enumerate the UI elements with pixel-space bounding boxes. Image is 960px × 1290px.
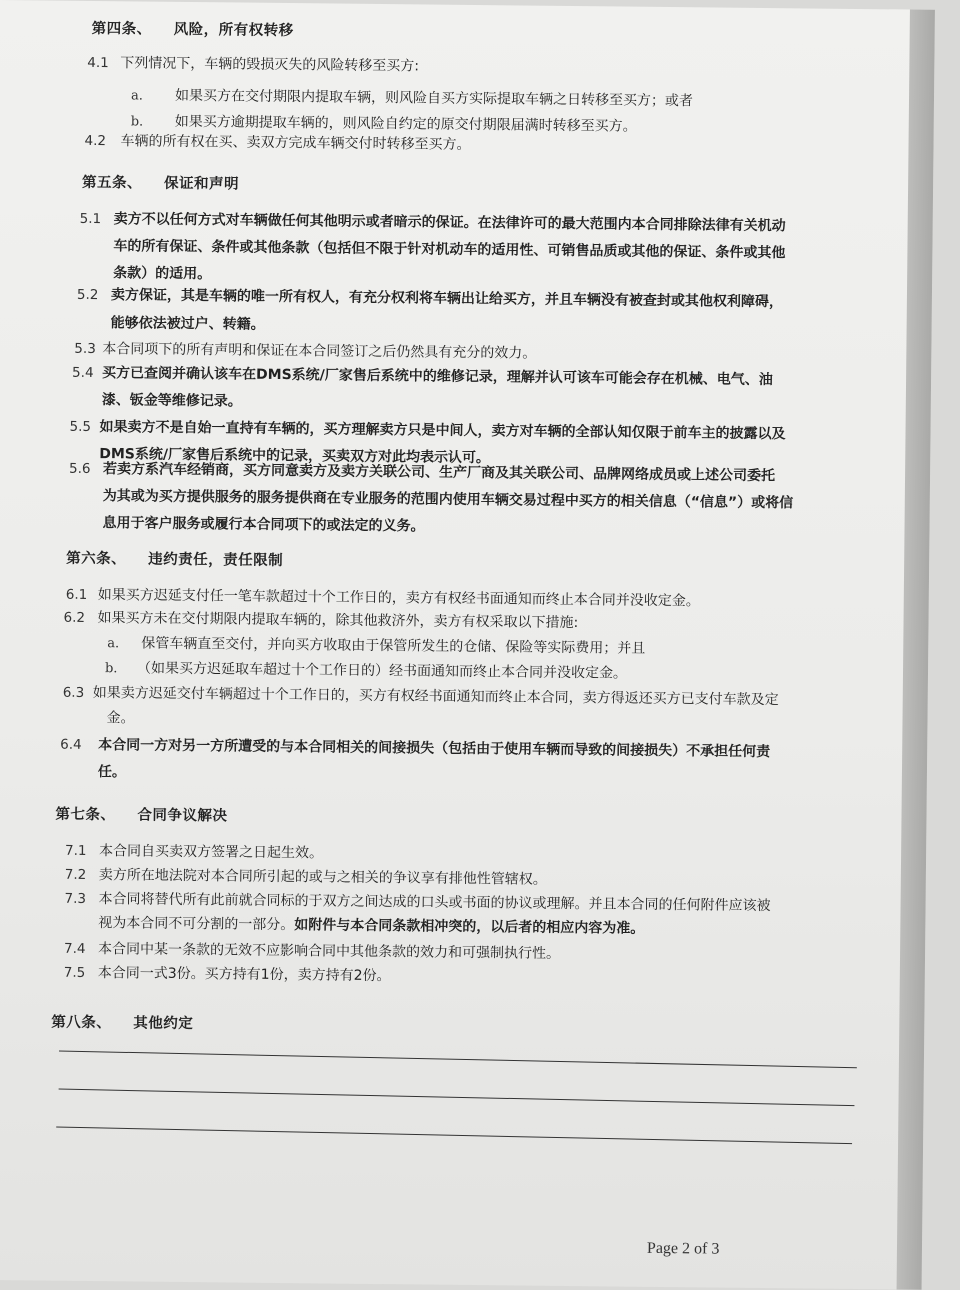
clause-number: 6.4 [60, 736, 82, 753]
section-number: 第五条、 [82, 174, 143, 192]
clause-text: 本合同一式3份。买方持有1份，卖方持有2份。 [97, 965, 391, 985]
clause-number: b. [130, 114, 144, 130]
clause-number: b. [104, 661, 118, 677]
clause-text: 如果买方未在交付期限内提取车辆的，除其他救济外，卖方有权采取以下措施: [97, 610, 579, 632]
clause-text-line: 卖方不以任何方式对车辆做任何其他明示或者暗示的保证。在法律许可的最大范围内本合同排除法律有关机动 [113, 211, 786, 235]
clause-text-line: 本合同一方对另一方所遭受的与本合同相关的间接损失（包括由于使用车辆而导致的间接损失）不承担任何责 [98, 737, 771, 761]
clause-text-segment: 视为本合同不可分割的一部分。 [98, 915, 295, 934]
clause-text-line: 本合同将替代所有此前就合同标的于双方之间达成的口头或书面的协议或理解。并且本合同的任何附件应该被 [98, 891, 771, 915]
clause-text-emphasis: 如附件与本合同条款相冲突的，以后者的相应内容为准。 [294, 917, 645, 937]
clause-number: 4.2 [84, 132, 107, 150]
section-7-heading [55, 803, 227, 826]
clause-text-line: 如果卖方迟延交付车辆超过十个工作日的，买方有权经书面通知而终止本合同，卖方得返还买方已支付车款及定 [92, 685, 779, 709]
blank-line-3 [56, 1126, 852, 1144]
clause-4-1 [87, 51, 887, 84]
clause-text-line: 息用于客户服务或履行本合同项下的或法定的义务。 [102, 515, 425, 535]
clause-5-6 [68, 457, 909, 546]
clause-number: 7.3 [64, 890, 87, 907]
clause-text: 卖方所在地法院对本合同所引起的或与之相关的争议享有排他性管辖权。 [98, 867, 547, 888]
section-title: 保证和声明 [164, 175, 240, 193]
clause-number: 5.2 [76, 286, 99, 304]
blank-line-2 [59, 1089, 855, 1107]
clause-number: 6.3 [62, 684, 85, 701]
blank-line-1 [59, 1050, 857, 1068]
clause-6-3 [62, 681, 892, 740]
clause-text-line: 卖方保证，其是车辆的唯一所有权人，有充分权利将车辆出让给买方，并且车辆没有被查封或其他权利障碍， [110, 287, 783, 311]
clause-7-3 [64, 887, 904, 946]
clause-text-line: 买方已查阅并确认该车在DMS系统/厂家售后系统中的维修记录，理解并认可该车可能会存在机械、电气、油 [102, 365, 773, 389]
page-number: Page 2 of 3 [646, 1239, 720, 1258]
clause-number: a. [107, 636, 120, 652]
clause-text-line: 为其或为买方提供服务的服务提供商在专业服务的范围内使用车辆交易过程中买方的相关信息（“信息”）或将信 [102, 488, 794, 512]
section-number: 第七条、 [55, 806, 116, 824]
section-number: 第四条、 [91, 20, 152, 38]
clause-text-line: DMS系统/厂家售后系统中的记录，买卖双方对此均表示认可。 [99, 446, 491, 467]
clause-number: 5.6 [69, 460, 91, 477]
clause-text: 本合同项下的所有声明和保证在本合同签订之后仍然具有充分的效力。 [102, 341, 537, 362]
clause-number: 7.1 [65, 842, 87, 859]
clause-text: 车辆的所有权在买、卖双方完成车辆交付时转移至买方。 [120, 133, 471, 153]
clause-number: 5.5 [69, 418, 92, 435]
clause-text: 如果买方逾期提取车辆的，则风险自约定的原交付期限届满时转移至买方。 [174, 113, 637, 135]
clause-text-line: 车的所有保证、条件或其他条款（包括但不限于针对机动车的适用性、可销售品质或其他的保证、条件或其他 [113, 238, 786, 262]
clause-number: 7.5 [63, 964, 86, 981]
section-number: 第六条、 [66, 550, 127, 568]
clause-text: 如果买方迟延支付任一笔车款超过十个工作日的，卖方有权经书面通知而终止本合同并没收定金。 [97, 587, 700, 610]
section-title: 风险，所有权转移 [173, 21, 294, 40]
section-number: 第八条、 [51, 1014, 112, 1032]
clause-text-line: 任。 [97, 764, 127, 781]
clause-text: 保管车辆直至交付，并向买方收取由于保管所发生的仓储、保险等实际费用；并且 [141, 635, 646, 657]
clause-text-line: 条款）的适用。 [113, 265, 212, 283]
clause-number: a. [130, 88, 143, 104]
clause-5-1 [79, 207, 900, 291]
clause-text-line: 如果卖方不是自始一直持有车辆的，买方理解卖方只是中间人，卖方对车辆的全部认知仅限于前车主的披露以及 [99, 419, 786, 443]
clause-5-4 [72, 361, 912, 420]
clause-text: （如果买方迟延取车超过十个工作日的）经书面通知而终止本合同并没收定金。 [136, 660, 628, 682]
clause-number: 4.1 [87, 54, 109, 72]
clause-5-2 [77, 283, 907, 342]
section-6-heading [66, 547, 283, 570]
clause-number: 6.2 [63, 609, 86, 626]
clause-text: 本合同自买卖双方签署之日起生效。 [99, 843, 324, 862]
clause-number: 5.4 [72, 364, 94, 381]
section-5-heading [82, 171, 239, 194]
clause-number: 7.4 [63, 940, 86, 957]
section-title: 合同争议解决 [137, 807, 228, 825]
clause-text-line: 能够依法被过户、转籍。 [110, 315, 265, 333]
clause-number: 5.3 [74, 340, 96, 358]
clause-number: 7.2 [64, 866, 87, 883]
section-4-heading [92, 17, 294, 40]
clause-number: 6.1 [65, 586, 88, 603]
clause-number: 5.1 [79, 210, 102, 228]
section-8-heading [51, 1011, 193, 1033]
clause-text-line: 漆、钣金等维修记录。 [101, 392, 242, 410]
section-title: 违约责任，责任限制 [148, 551, 284, 569]
section-title: 其他约定 [133, 1015, 194, 1033]
clause-text: 下列情况下，车辆的毁损灭失的风险转移至买方: [120, 55, 420, 75]
clause-text-line: 若卖方系汽车经销商，买方同意卖方及卖方关联公司、生产厂商及其关联公司、品牌网络成员或上述公司委托 [103, 461, 776, 485]
clause-text-line: 金。 [106, 710, 135, 727]
clause-text: 如果买方在交付期限内提取车辆，则风险自买方实际提取车辆之日转移至买方；或者 [174, 87, 694, 110]
clause-6-4 [60, 733, 890, 792]
clause-text: 本合同中某一条款的无效不应影响合同中其他条款的效力和可强制执行性。 [97, 941, 561, 962]
